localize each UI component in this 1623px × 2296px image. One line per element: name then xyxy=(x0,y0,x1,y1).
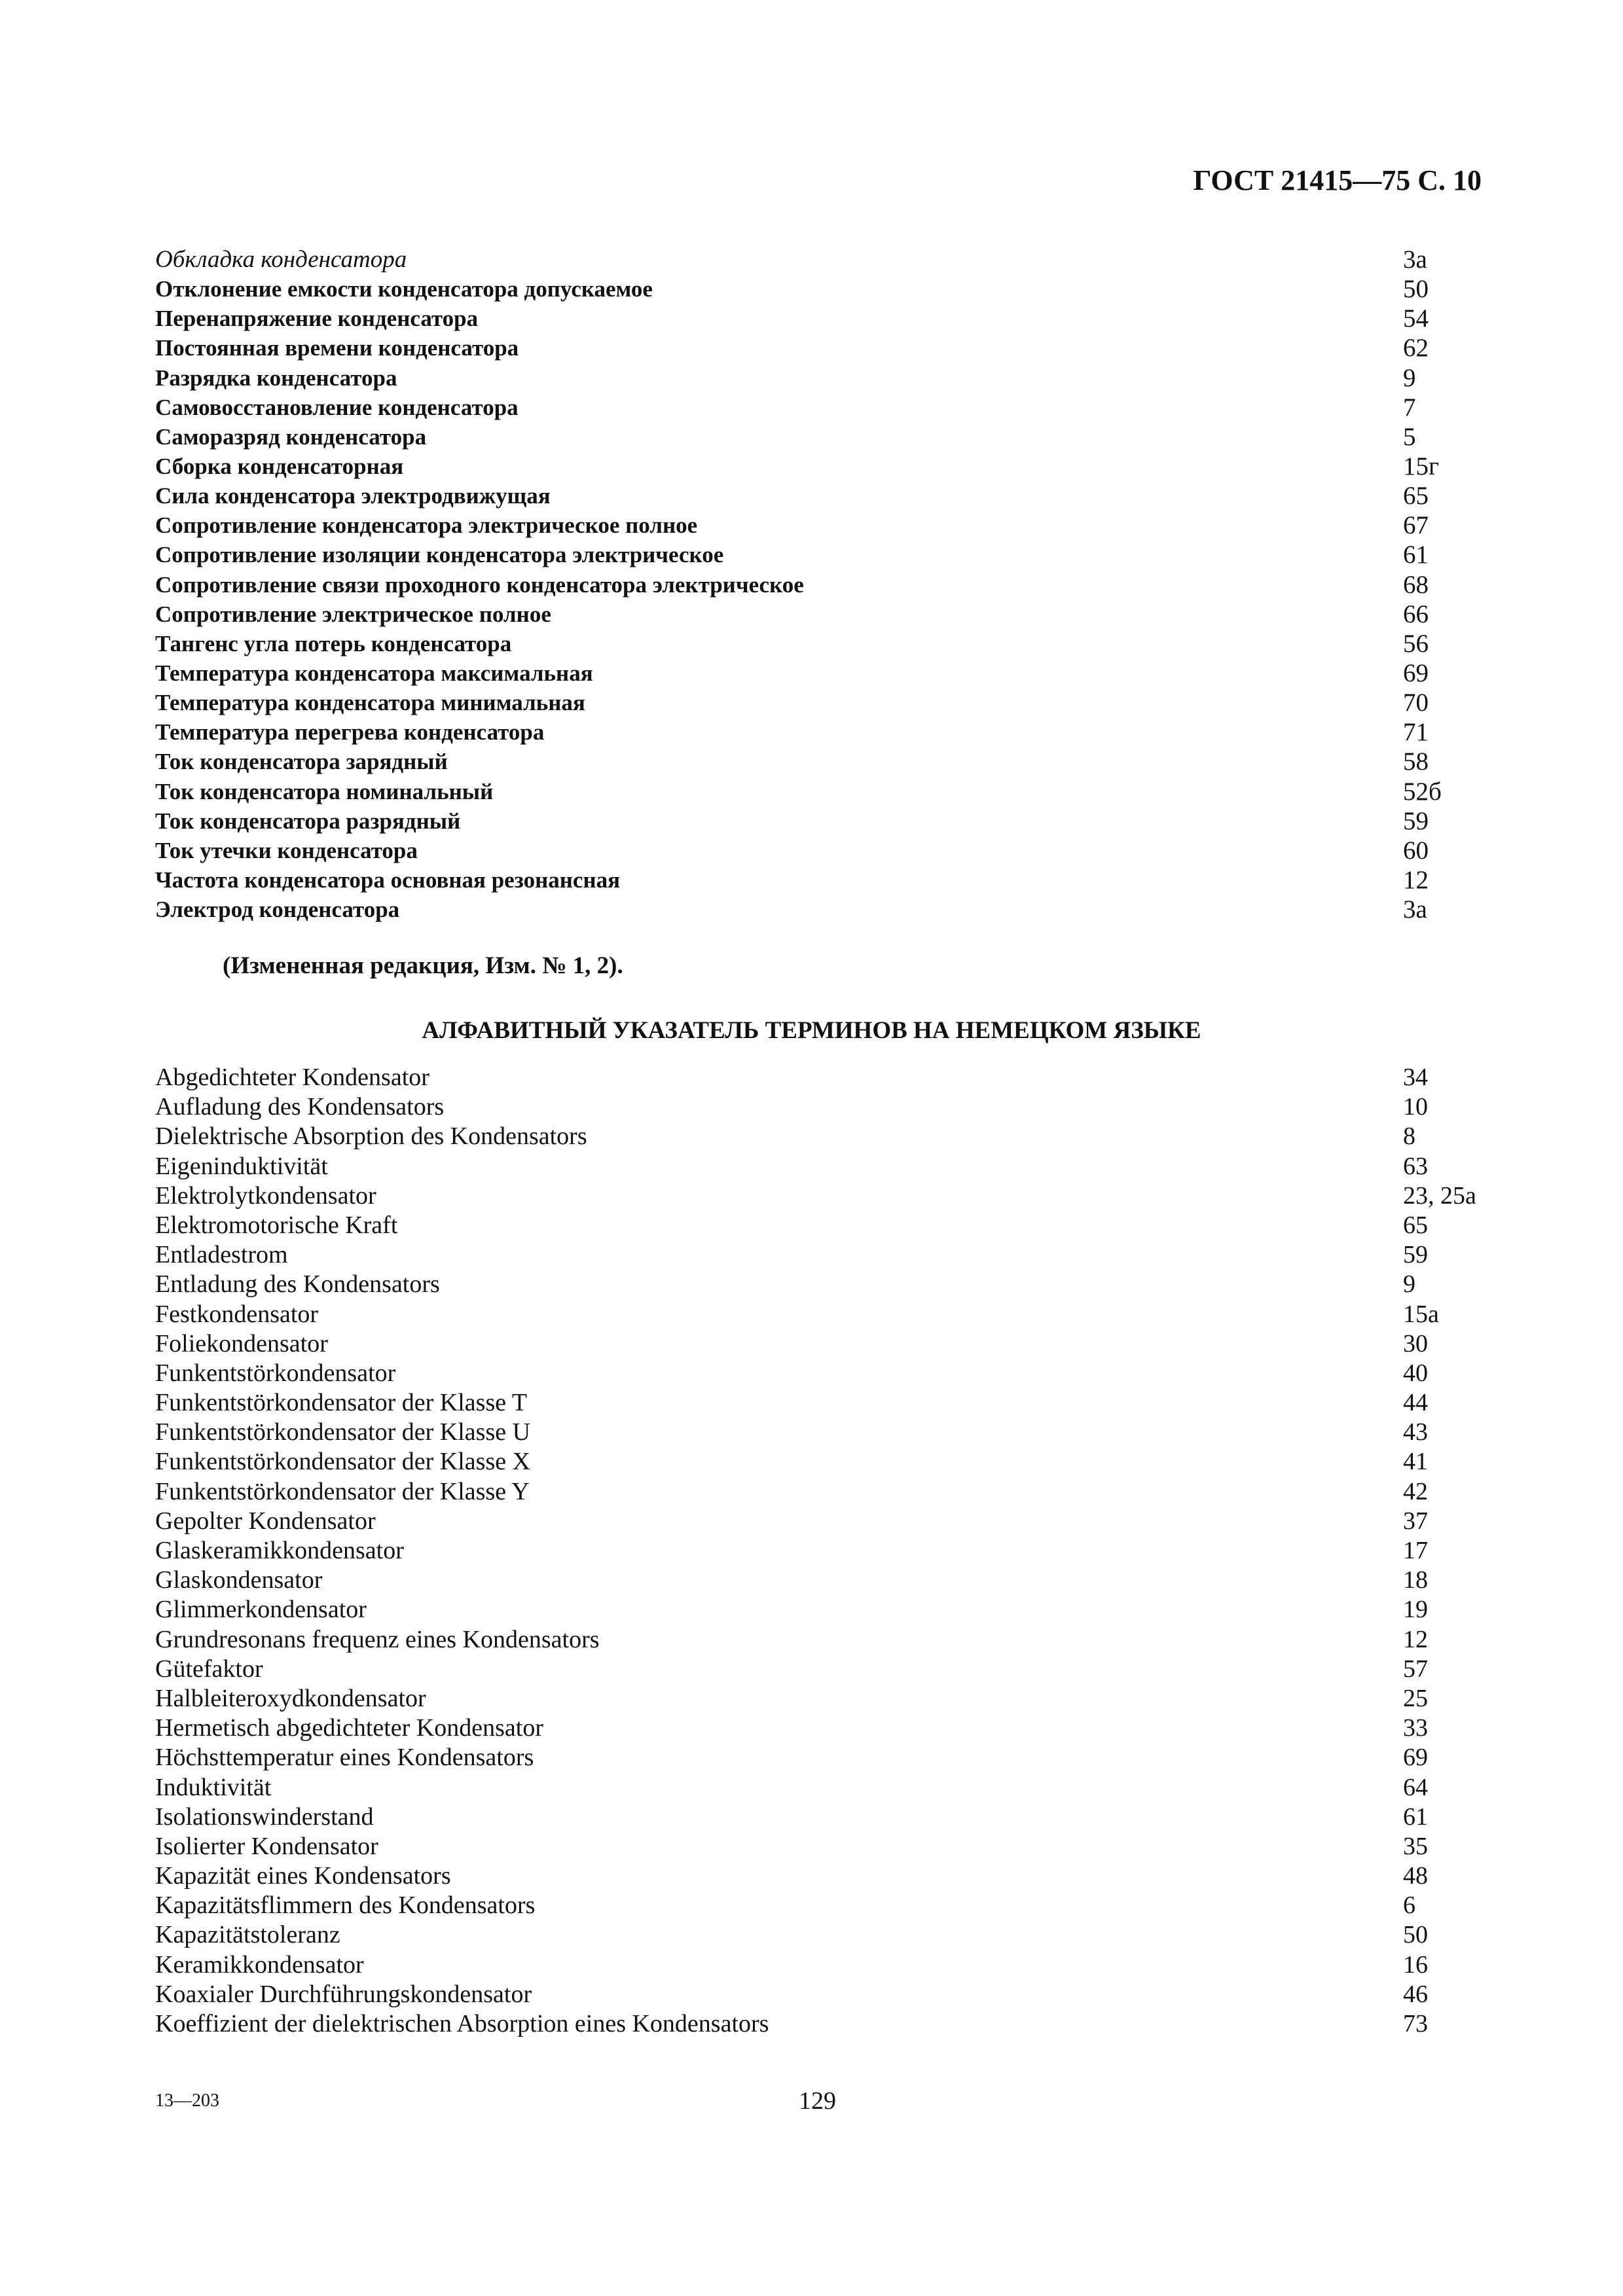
term-text: Isolationswinderstand xyxy=(155,1803,374,1831)
term-text: Eigeninduktivität xyxy=(155,1152,328,1180)
term-number: 48 xyxy=(1403,1862,1428,1890)
term-number: 16 xyxy=(1403,1950,1428,1979)
german-term-row xyxy=(155,1418,1484,1447)
russian-term-row xyxy=(155,422,1484,452)
term-number: 18 xyxy=(1403,1566,1428,1594)
term-text: Обкладка конденсатора xyxy=(155,246,407,273)
term-text: Kapazität eines Kondensators xyxy=(155,1862,451,1890)
term-number: 64 xyxy=(1403,1773,1428,1801)
term-number: 3а xyxy=(1403,895,1427,924)
term-text: Сопротивление электрическое полное xyxy=(155,601,551,627)
term-number: 68 xyxy=(1403,570,1429,599)
term-number: 3а xyxy=(1403,245,1427,274)
term-number: 9 xyxy=(1403,363,1416,392)
term-text: Festkondensator xyxy=(155,1300,319,1328)
russian-term-row xyxy=(155,333,1484,363)
russian-term-row xyxy=(155,481,1484,511)
term-number: 9 xyxy=(1403,1270,1415,1299)
term-text: Kapazitätsflimmern des Kondensators xyxy=(155,1892,536,1920)
term-text: Kapazitätstoleranz xyxy=(155,1921,340,1949)
german-term-row xyxy=(155,1388,1484,1418)
term-number: 7 xyxy=(1403,393,1416,422)
term-text: Сопротивление изоляции конденсатора электрическое xyxy=(155,542,724,568)
term-number: 61 xyxy=(1403,1803,1428,1831)
russian-term-row xyxy=(155,895,1484,924)
german-term-row xyxy=(155,1063,1484,1092)
section-title: АЛФАВИТНЫЙ УКАЗАТЕЛЬ ТЕРМИНОВ НА НЕМЕЦКОМ ЯЗЫКЕ xyxy=(422,1017,1201,1044)
term-number: 17 xyxy=(1403,1537,1428,1564)
term-number: 50 xyxy=(1403,1921,1428,1949)
term-text: Induktivität xyxy=(155,1773,272,1801)
german-term-row xyxy=(155,1832,1484,1861)
term-number: 59 xyxy=(1403,1241,1428,1269)
russian-term-row xyxy=(155,452,1484,481)
term-number: 12 xyxy=(1403,865,1429,894)
term-text: Gütefaktor xyxy=(155,1655,263,1683)
german-term-row xyxy=(155,1595,1484,1624)
term-number: 10 xyxy=(1403,1093,1428,1121)
term-number: 44 xyxy=(1403,1389,1428,1417)
russian-term-row xyxy=(155,777,1484,806)
term-number: 65 xyxy=(1403,482,1429,511)
term-number: 37 xyxy=(1403,1507,1428,1535)
term-text: Ток утечки конденсатора xyxy=(155,837,418,863)
term-text: Температура перегрева конденсатора xyxy=(155,719,545,745)
term-number: 66 xyxy=(1403,600,1429,628)
russian-term-row xyxy=(155,363,1484,393)
german-term-row xyxy=(155,1950,1484,1980)
russian-term-row xyxy=(155,836,1484,865)
term-number: 40 xyxy=(1403,1359,1428,1387)
term-text: Elektromotorische Kraft xyxy=(155,1211,398,1239)
term-text: Entladung des Kondensators xyxy=(155,1270,440,1299)
german-term-row xyxy=(155,1152,1484,1181)
russian-term-row xyxy=(155,540,1484,569)
term-text: Частота конденсатора основная резонансная xyxy=(155,867,621,893)
term-number: 12 xyxy=(1403,1625,1428,1653)
russian-term-row xyxy=(155,245,1484,274)
german-term-row xyxy=(155,1240,1484,1270)
term-text: Glaskondensator xyxy=(155,1566,323,1594)
term-text: Glimmerkondensator xyxy=(155,1596,367,1624)
term-number: 61 xyxy=(1403,541,1429,569)
term-text: Halbleiteroxydkondensator xyxy=(155,1684,426,1712)
term-text: Funkentstörkondensator der Klasse X xyxy=(155,1448,531,1476)
term-number: 25 xyxy=(1403,1684,1428,1712)
russian-term-row xyxy=(155,304,1484,333)
term-text: Aufladung des Kondensators xyxy=(155,1093,445,1121)
term-text: Сборка конденсаторная xyxy=(155,453,404,479)
term-text: Entladestrom xyxy=(155,1241,288,1269)
german-term-row xyxy=(155,1122,1484,1151)
term-number: 41 xyxy=(1403,1448,1428,1476)
german-term-row xyxy=(155,1092,1484,1122)
german-term-row xyxy=(155,1359,1484,1388)
term-number: 59 xyxy=(1403,806,1429,835)
german-term-row xyxy=(155,1181,1484,1211)
term-number: 8 xyxy=(1403,1122,1415,1151)
german-terms-list xyxy=(155,1063,1484,2039)
german-term-row xyxy=(155,1329,1484,1359)
german-term-row xyxy=(155,1625,1484,1655)
term-number: 23, 25a xyxy=(1403,1181,1476,1210)
footer-code: 13—203 xyxy=(155,2090,219,2111)
term-text: Самовосстановление конденсатора xyxy=(155,394,519,420)
russian-term-row xyxy=(155,274,1484,304)
term-text: Электрод конденсатора xyxy=(155,897,400,923)
document-header: ГОСТ 21415—75 С. 10 xyxy=(1193,164,1482,196)
term-text: Hermetisch abgedichteter Kondensator xyxy=(155,1714,543,1742)
german-term-row xyxy=(155,1803,1484,1832)
page-number: 129 xyxy=(799,2087,836,2115)
term-text: Сила конденсатора электродвижущая xyxy=(155,483,551,509)
term-text: Сопротивление конденсатора электрическое полное xyxy=(155,512,698,539)
term-number: 35 xyxy=(1403,1832,1428,1860)
term-text: Температура конденсатора максимальная xyxy=(155,660,593,686)
term-number: 56 xyxy=(1403,629,1429,658)
term-text: Elektrolytkondensator xyxy=(155,1181,376,1210)
term-number: 69 xyxy=(1403,658,1429,687)
russian-term-row xyxy=(155,511,1484,540)
term-number: 69 xyxy=(1403,1744,1428,1772)
russian-term-row xyxy=(155,658,1484,688)
term-number: 65 xyxy=(1403,1211,1428,1239)
german-term-row xyxy=(155,1447,1484,1477)
term-number: 30 xyxy=(1403,1329,1428,1357)
term-number: 63 xyxy=(1403,1152,1428,1180)
term-text: Постоянная времени конденсатора xyxy=(155,335,519,361)
russian-term-row xyxy=(155,600,1484,629)
edit-note: (Измененная редакция, Изм. № 1, 2). xyxy=(223,952,623,979)
term-text: Температура конденсатора минимальная xyxy=(155,690,585,716)
term-number: 15г xyxy=(1403,452,1439,480)
term-text: Ток конденсатора номинальный xyxy=(155,778,494,804)
german-term-row xyxy=(155,1891,1484,1920)
term-text: Isolierter Kondensator xyxy=(155,1832,378,1860)
term-number: 50 xyxy=(1403,275,1429,304)
german-term-row xyxy=(155,1684,1484,1713)
term-text: Funkentstörkondensator der Klasse U xyxy=(155,1418,531,1446)
russian-term-row xyxy=(155,570,1484,600)
term-text: Koaxialer Durchführungskondensator xyxy=(155,1980,532,2008)
russian-term-row xyxy=(155,393,1484,422)
term-number: 60 xyxy=(1403,836,1429,865)
term-text: Саморазряд конденсатора xyxy=(155,423,427,450)
german-term-row xyxy=(155,1536,1484,1566)
term-number: 70 xyxy=(1403,689,1429,717)
term-number: 58 xyxy=(1403,747,1429,776)
german-term-row xyxy=(155,1300,1484,1329)
term-text: Funkentstörkondensator der Klasse T xyxy=(155,1389,528,1417)
term-number: 54 xyxy=(1403,304,1429,333)
german-term-row xyxy=(155,1920,1484,1950)
term-text: Funkentstörkondensator der Klasse Y xyxy=(155,1477,530,1505)
term-text: Ток конденсатора зарядный xyxy=(155,749,448,775)
russian-term-row xyxy=(155,865,1484,895)
term-number: 46 xyxy=(1403,1980,1428,2008)
german-term-row xyxy=(155,1743,1484,1772)
term-number: 57 xyxy=(1403,1655,1428,1683)
term-text: Отклонение емкости конденсатора допускаемое xyxy=(155,276,653,302)
russian-term-row xyxy=(155,688,1484,717)
term-number: 15a xyxy=(1403,1300,1439,1328)
german-term-row xyxy=(155,1713,1484,1743)
term-number: 33 xyxy=(1403,1714,1428,1742)
term-text: Abgedichteter Kondensator xyxy=(155,1064,429,1091)
german-term-row xyxy=(155,1861,1484,1891)
term-number: 19 xyxy=(1403,1596,1428,1624)
term-text: Разрядка конденсатора xyxy=(155,365,397,391)
german-term-row xyxy=(155,2009,1484,2039)
term-text: Foliekondensator xyxy=(155,1329,328,1357)
german-term-row xyxy=(155,1773,1484,1803)
term-text: Dielektrische Absorption des Kondensators xyxy=(155,1122,587,1151)
term-number: 5 xyxy=(1403,422,1416,451)
term-number: 6 xyxy=(1403,1892,1415,1920)
term-text: Keramikkondensator xyxy=(155,1950,364,1979)
term-text: Glaskeramikkondensator xyxy=(155,1537,404,1564)
term-text: Grundresonans frequenz eines Kondensators xyxy=(155,1625,600,1653)
term-number: 43 xyxy=(1403,1418,1428,1446)
term-number: 71 xyxy=(1403,718,1429,747)
term-number: 73 xyxy=(1403,2010,1428,2037)
term-text: Ток конденсатора разрядный xyxy=(155,808,461,834)
term-text: Gepolter Kondensator xyxy=(155,1507,376,1535)
russian-term-row xyxy=(155,717,1484,747)
german-term-row xyxy=(155,1566,1484,1595)
german-term-row xyxy=(155,1270,1484,1299)
term-number: 34 xyxy=(1403,1064,1428,1091)
term-number: 42 xyxy=(1403,1477,1428,1505)
russian-terms-list xyxy=(155,245,1484,924)
term-text: Höchsttemperatur eines Kondensators xyxy=(155,1744,534,1772)
term-text: Сопротивление связи проходного конденсатора электрическое xyxy=(155,571,804,598)
term-text: Перенапряжение конденсатора xyxy=(155,306,479,332)
russian-term-row xyxy=(155,629,1484,658)
term-number: 52б xyxy=(1403,777,1442,806)
term-text: Koeffizient der dielektrischen Absorption eines Kondensators xyxy=(155,2010,769,2037)
german-term-row xyxy=(155,1477,1484,1507)
german-term-row xyxy=(155,1655,1484,1684)
german-term-row xyxy=(155,1211,1484,1240)
german-term-row xyxy=(155,1980,1484,2009)
term-number: 67 xyxy=(1403,511,1429,540)
term-text: Тангенс угла потерь конденсатора xyxy=(155,630,512,656)
term-number: 62 xyxy=(1403,334,1429,363)
russian-term-row xyxy=(155,806,1484,836)
russian-term-row xyxy=(155,747,1484,776)
german-term-row xyxy=(155,1507,1484,1536)
term-text: Funkentstörkondensator xyxy=(155,1359,396,1387)
